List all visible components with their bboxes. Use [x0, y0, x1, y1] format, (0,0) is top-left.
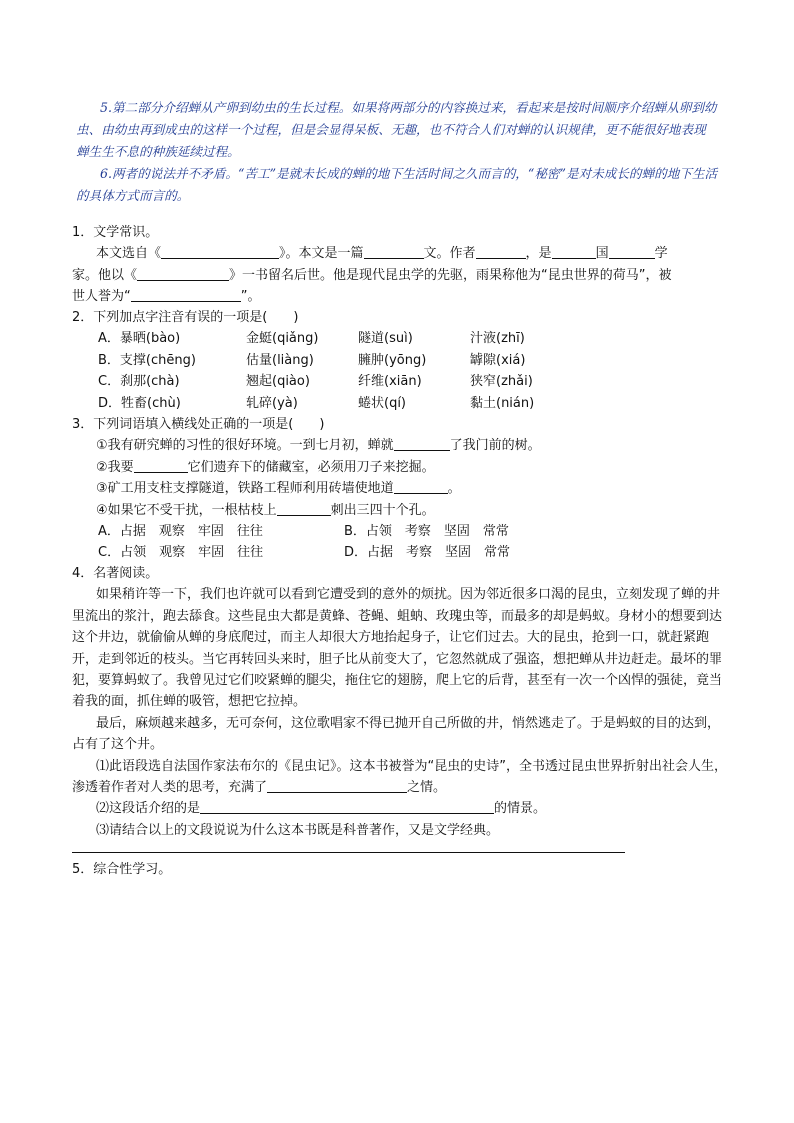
option-text: 隧道(suì): [358, 331, 413, 347]
question-1: [72, 222, 732, 308]
q1-line3: [72, 286, 732, 307]
option-text: 黏土(nián): [470, 395, 535, 411]
q1-line2: [72, 265, 732, 286]
q4-sub-1: [72, 756, 732, 799]
q1-text: 本文选自《: [96, 246, 162, 262]
q1-text: 学: [654, 246, 668, 262]
option-b[interactable]: B．占领 考察 坚固 常常: [344, 524, 509, 540]
q3-options-ab: [72, 521, 732, 542]
q4-text: ⑵这段话介绍的是: [96, 801, 201, 817]
q1-text: ”。: [240, 289, 261, 305]
q3-text: 。: [447, 481, 461, 497]
q1-text: 文。作者: [423, 246, 476, 262]
q4-text: ⑴此语段选自法国作家法布尔的《昆虫记》。这本书被誉为“昆虫的史诗”，全书透过昆虫世界折射出社会人生，渗透着作者对人类的思考，充满了: [72, 758, 727, 796]
q3-text: ③矿工用支柱支撑隧道，铁路工程师利用砖墙使地道: [96, 481, 394, 497]
blank[interactable]: [552, 244, 596, 259]
q4-text: 的情景。: [494, 801, 547, 817]
blank[interactable]: [267, 778, 407, 793]
q3-sentence-3: [72, 478, 732, 499]
q3-text: ①我有研究蝉的习性的很好环境。一到七月初，蝉就: [96, 438, 394, 454]
q3-text: 它们遗弃下的储藏室，必须用刀子来挖掘。: [187, 459, 435, 475]
q1-text: 》。本文是一篇: [279, 246, 364, 262]
q3-sentence-1: [72, 435, 732, 456]
q1-text: 国: [595, 246, 609, 262]
question-3: [72, 414, 732, 564]
option-c[interactable]: C．占领 观察 牢固 往往: [98, 545, 264, 561]
option-text: 估量(liàng): [246, 352, 314, 368]
option-text: 蜷状(qí): [358, 395, 407, 411]
answer-block: [76, 97, 718, 207]
question-5: [72, 859, 732, 880]
option-text: A．暴晒(bào): [98, 331, 181, 347]
blank[interactable]: [134, 458, 188, 473]
blank[interactable]: [137, 266, 229, 281]
q1-title: 1．文学常识。: [72, 225, 159, 240]
blank[interactable]: [476, 244, 526, 259]
q4-sub-2: [72, 798, 732, 819]
q2-title: 2．下列加点字注音有误的一项是( ): [72, 310, 299, 325]
answer-line[interactable]: [72, 852, 625, 853]
option-a[interactable]: A．占据 观察 牢固 往往: [98, 524, 263, 540]
q3-text: 刺出三四十个孔。: [330, 502, 435, 518]
q1-text: ，是: [525, 246, 552, 262]
q5-title: 5．综合性学习。: [72, 862, 172, 877]
option-text: 翘起(qiào): [246, 374, 310, 390]
option-row-a[interactable]: [72, 328, 732, 349]
blank[interactable]: [394, 479, 448, 494]
option-text: 狭窄(zhǎi): [470, 374, 533, 390]
option-text: C．刹那(chà): [98, 374, 180, 390]
q3-sentence-4: [72, 500, 732, 521]
blank[interactable]: [131, 287, 241, 302]
question-4: [72, 563, 732, 841]
blank[interactable]: [364, 244, 424, 259]
q4-text: 之情。: [407, 780, 447, 796]
blank[interactable]: [277, 501, 331, 516]
option-row-c[interactable]: [72, 371, 732, 392]
option-text: 轧碎(yà): [246, 395, 298, 411]
reading-para-2: 最后，麻烦越来越多，无可奈何，这位歌唱家不得已抛开自己所做的井，悄然逃走了。于是蚂蚁的目的达到，占有了这个井。: [72, 715, 721, 753]
q1-line1: [72, 243, 732, 264]
option-text: B．支撑(chēng): [98, 352, 196, 368]
option-d[interactable]: D．占据 考察 坚固 常常: [344, 545, 511, 561]
option-text: 罅隙(xiá): [470, 352, 526, 368]
blank[interactable]: [200, 799, 494, 814]
q3-text: 了我门前的树。: [449, 438, 541, 454]
question-2: [72, 307, 732, 414]
q1-text: 世人誉为“: [72, 289, 131, 305]
q3-text: ④如果它不受干扰，一根枯枝上: [96, 502, 277, 518]
reading-para-1: 如果稍许等一下，我们也许就可以看到它遭受到的意外的烦扰。因为邻近很多口渴的昆虫，立刻发现了蝉的井里流出的浆汁，跑去舔食。这些昆虫大都是黄蜂、苍蝇、蛆蚋、玫瑰虫等，而最多的却是蚂蚁。身材小的想要到达这个井边，就偷偷从蝉的身底爬过，而主人却很大方地抬起身子，让它们过去。大的昆虫，抢到一口，就赶紧跑开，走到邻近的枝头。当它再转回头来时，胆子比从前变大了，它忽然就成了强盗，想把蝉从井边赶走。最坏的罪犯，要算蚂蚁了。我曾见过它们咬紧蝉的腿尖，拖住它的翅膀，爬上它的后背，甚至有一次一个凶悍的强徒，竟当着我的面，抓住蝉的吸管，想把它拉掉。: [72, 587, 723, 710]
option-text: 汁液(zhī): [470, 331, 525, 347]
q3-title: 3．下列词语填入横线处正确的一项是( ): [72, 417, 325, 432]
q3-sentence-2: [72, 457, 732, 478]
q3-options-cd: [72, 542, 732, 563]
answer-6: 6.两者的说法并不矛盾。“苦工”是就未长成的蝉的地下生活时间之久而言的，“秘密”是对未成长的蝉的地下生活的具体方式而言的。: [76, 166, 718, 203]
blank[interactable]: [161, 244, 279, 259]
q4-sub-3: ⑶请结合以上的文段说说为什么这本书既是科普著作，又是文学经典。: [96, 822, 500, 838]
option-row-d[interactable]: [72, 393, 732, 414]
answer-5: 5.第二部分介绍蝉从产卵到幼虫的生长过程。如果将两部分的内容换过来，看起来是按时间顺序介绍蝉从卵到幼虫、由幼虫再到成虫的这样一个过程，但是会显得呆板、无趣，也不符合人们对蝉的认识规律，更不能很好地表现蝉生生不息的种族延续过程。: [76, 100, 717, 159]
q4-title: 4．名著阅读。: [72, 566, 159, 581]
option-text: 臃肿(yōng): [358, 352, 427, 368]
blank[interactable]: [609, 244, 655, 259]
blank[interactable]: [394, 436, 450, 451]
option-text: D．牲畜(chù): [98, 395, 181, 411]
option-row-b[interactable]: [72, 350, 732, 371]
q3-text: ②我要: [96, 459, 134, 475]
q1-text: 》一书留名后世。他是现代昆虫学的先驱，雨果称他为“昆虫世界的荷马”，被: [229, 267, 672, 283]
option-text: 金蜓(qiǎng): [246, 331, 319, 347]
q1-text: 家。他以《: [72, 267, 138, 283]
option-text: 纤维(xiān): [358, 374, 422, 390]
